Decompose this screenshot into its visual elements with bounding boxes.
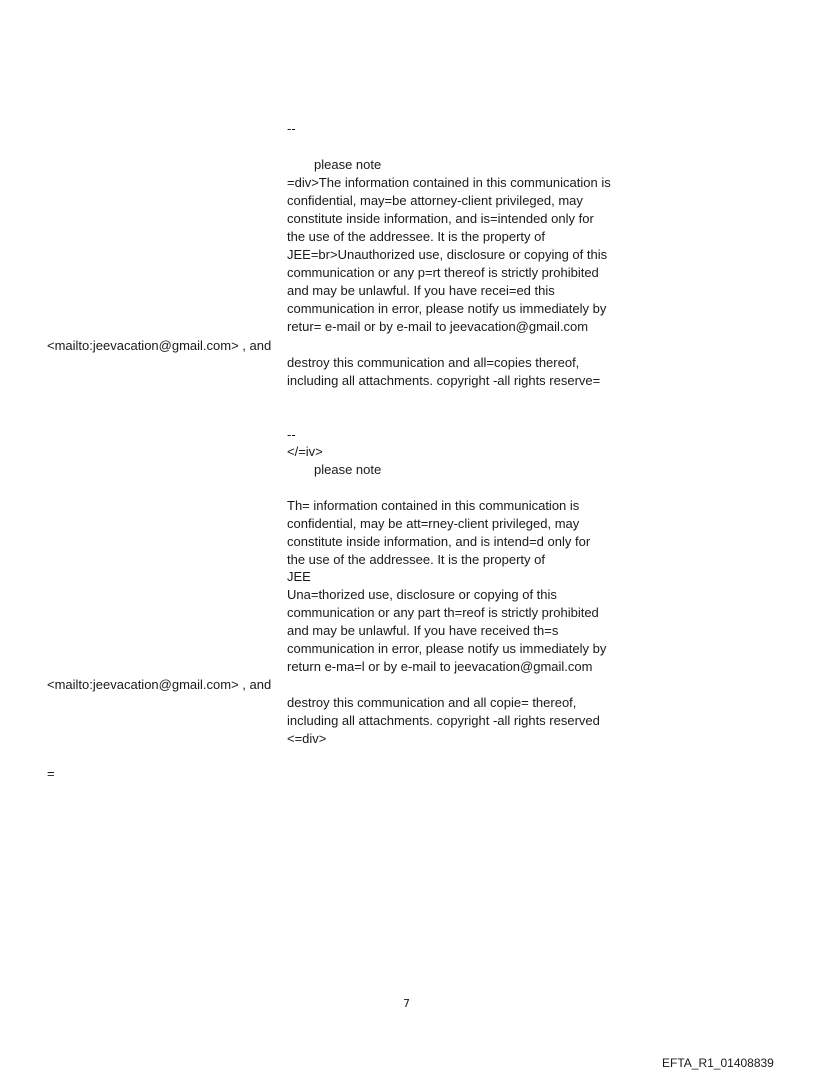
body-line: <=div> [287, 731, 327, 746]
body-line: constitute inside information, and is=intended only for [287, 211, 594, 226]
body-line: confidential, may be att=rney-client privileged, may [287, 516, 580, 531]
mailto-line: <mailto:jeevacation@gmail.com> , and [47, 338, 272, 353]
separator-line: -- [287, 427, 296, 442]
body-line: =div>The information contained in this communication is [287, 175, 611, 190]
mailto-line: <mailto:jeevacation@gmail.com> , and [47, 677, 272, 692]
body-line: constitute inside information, and is intend=d only for [287, 534, 591, 549]
bates-id: EFTA_R1_01408839 [662, 1056, 774, 1070]
body-line: return e-ma=l or by e-mail to jeevacation@gmail.com [287, 659, 593, 674]
body-line: retur= e-mail or by e-mail to jeevacation@gmail.com [287, 319, 589, 334]
body-line: including all attachments. copyright -all rights reserve= [287, 373, 601, 388]
body-line: JEE [287, 569, 311, 584]
body-line: confidential, may=be attorney-client privileged, may [287, 193, 583, 208]
body-line: Th= information contained in this communication is [287, 498, 580, 513]
body-line: communication in error, please notify us immediately by [287, 301, 607, 316]
separator-line: -- [287, 121, 296, 136]
body-line: and may be unlawful. If you have recei=ed this [287, 283, 555, 298]
body-line: </=iv> [287, 444, 323, 459]
note-heading: please note [314, 462, 382, 477]
body-line: JEE=br>Unauthorized use, disclosure or copying of this [287, 247, 608, 262]
body-line: destroy this communication and all=copies thereof, [287, 355, 580, 370]
body-line: communication or any p=rt thereof is strictly prohibited [287, 265, 599, 280]
trailing-equals: = [47, 766, 55, 781]
body-line: communication or any part th=reof is strictly prohibited [287, 605, 599, 620]
body-line: the use of the addressee. It is the property of [287, 552, 545, 567]
body-line: communication in error, please notify us immediately by [287, 641, 607, 656]
body-line: Una=thorized use, disclosure or copying of this [287, 587, 557, 602]
body-line: and may be unlawful. If you have received th=s [287, 623, 559, 638]
body-line: destroy this communication and all copie= thereof, [287, 695, 577, 710]
body-line: the use of the addressee. It is the property of [287, 229, 545, 244]
body-line: including all attachments. copyright -all rights reserved [287, 713, 600, 728]
note-heading: please note [314, 157, 382, 172]
page-number: 7 [403, 997, 410, 1010]
